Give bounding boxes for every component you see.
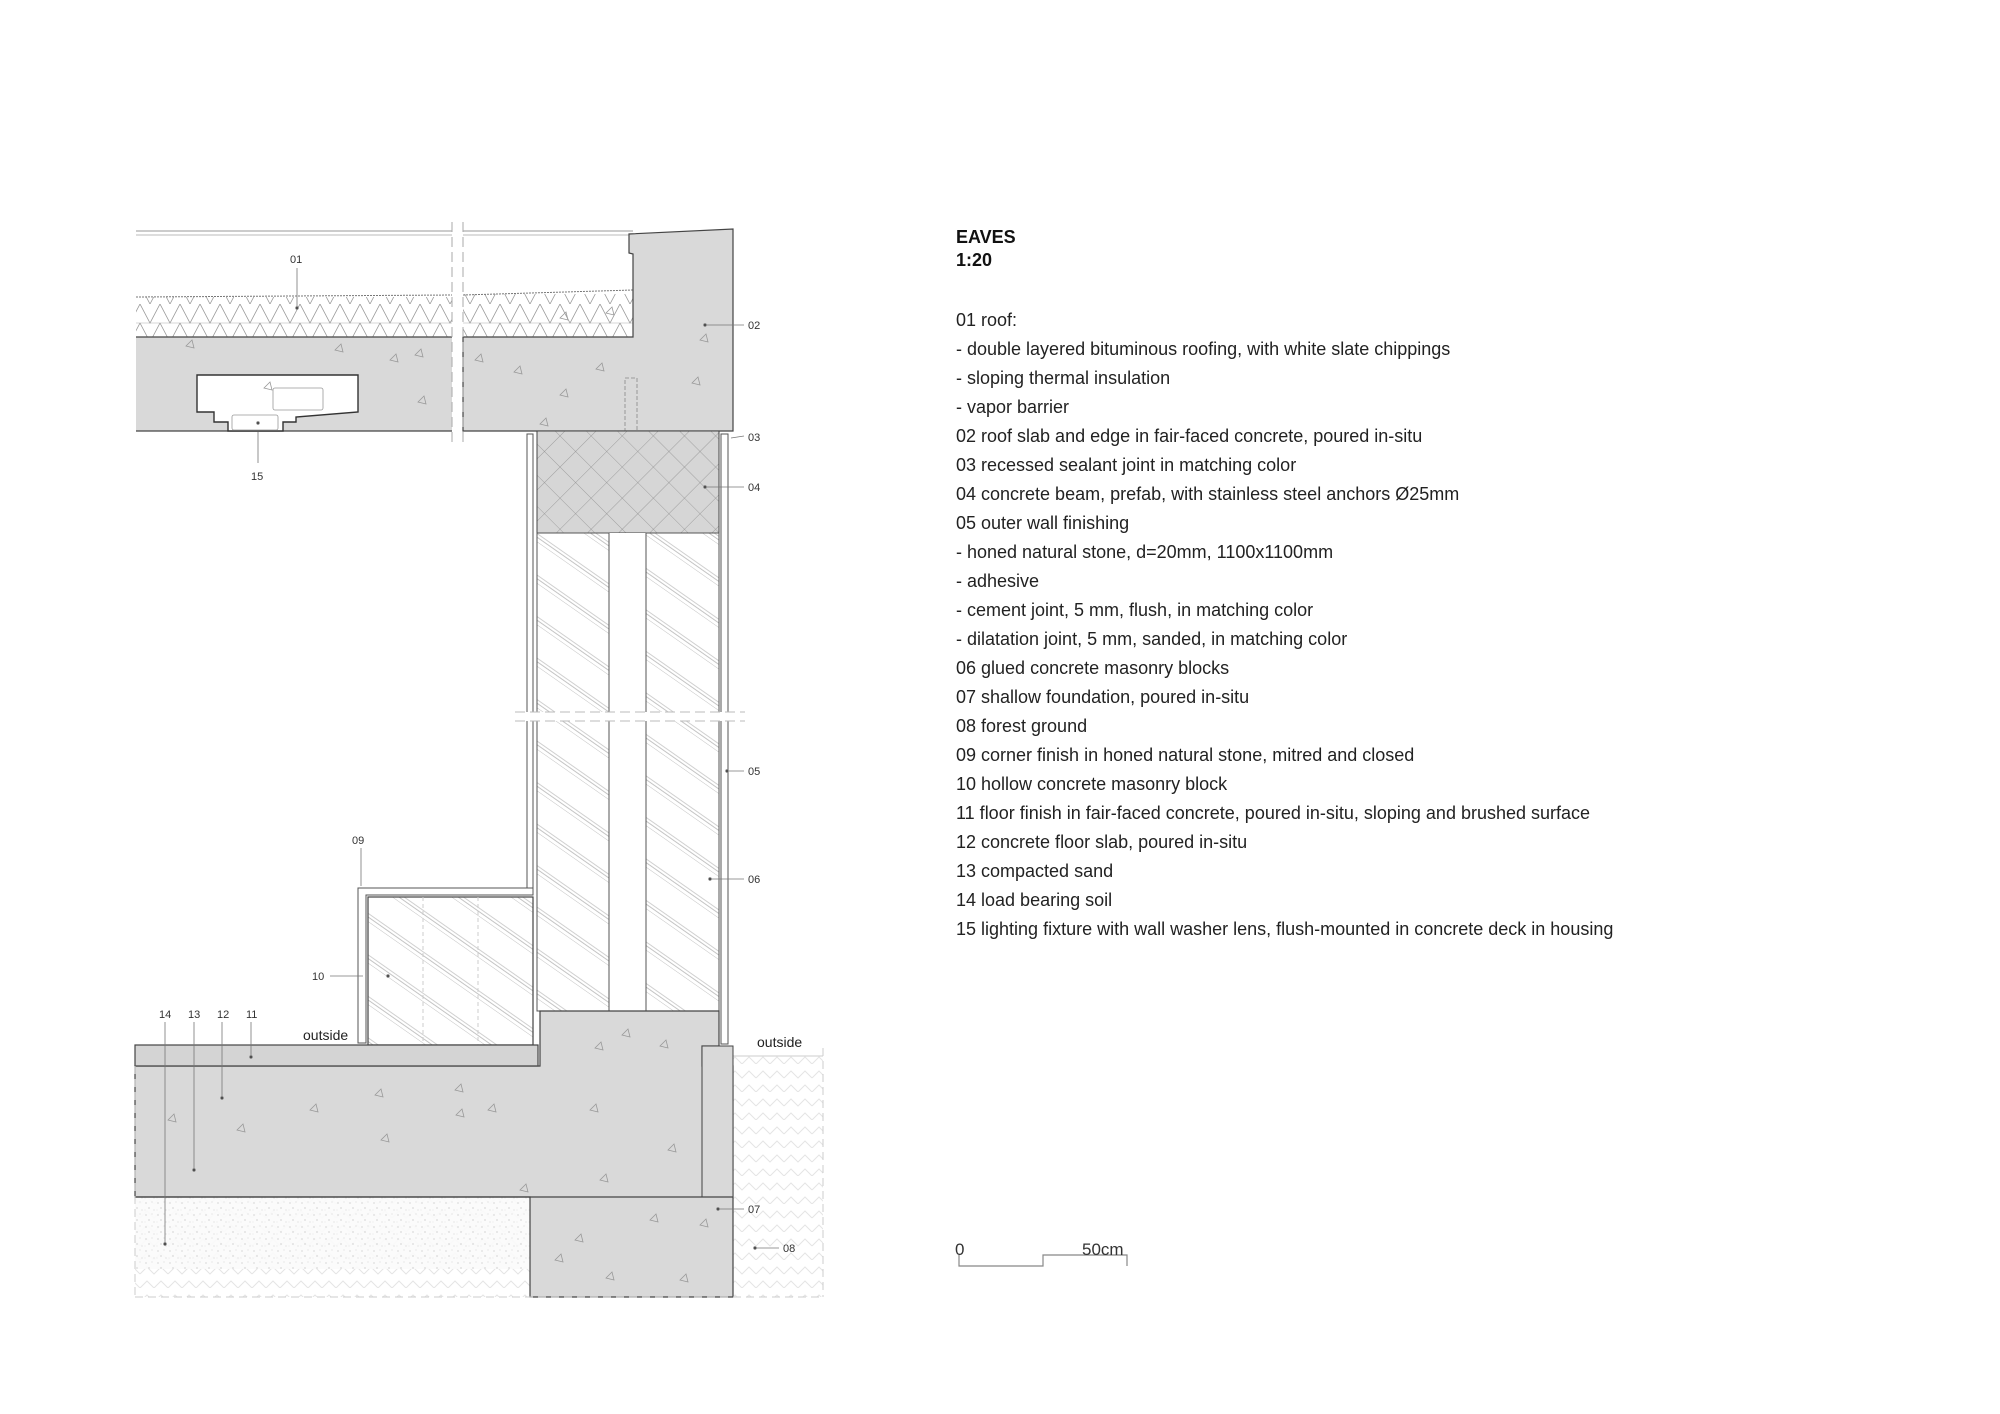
- callout-08: 08: [783, 1243, 796, 1255]
- inner-cladding: [527, 434, 533, 891]
- callout-05: 05: [748, 766, 761, 778]
- legend-item: 02 roof slab and edge in fair-faced concrete, poured in-situ: [956, 426, 1423, 446]
- legend-panel: [956, 226, 1756, 944]
- ground-assembly: [135, 1011, 823, 1297]
- scale-bar-start-label: 0: [955, 1240, 965, 1259]
- legend-item: 06 glued concrete masonry blocks: [956, 658, 1230, 678]
- callout-10: 10: [312, 971, 325, 983]
- legend-item: 11 floor finish in fair-faced concrete, poured in-situ, sloping and brushed surface: [956, 803, 1591, 823]
- scale-bar-end-label: 50cm: [1082, 1240, 1124, 1259]
- legend-item: 07 shallow foundation, poured in-situ: [956, 687, 1250, 707]
- legend-item: - double layered bituminous roofing, with white slate chippings: [956, 339, 1451, 359]
- callout-06: 06: [748, 874, 761, 886]
- legend-item: 12 concrete floor slab, poured in-situ: [956, 832, 1248, 852]
- compacted-sand: [135, 1197, 530, 1269]
- drawing-scale: 1:20: [956, 250, 993, 270]
- legend-item: 04 concrete beam, prefab, with stainless steel anchors Ø25mm: [956, 484, 1460, 504]
- callout-14: 14: [159, 1009, 172, 1021]
- outer-cladding: [721, 434, 728, 1044]
- outside-label-right: outside: [757, 1034, 803, 1050]
- callout-12: 12: [217, 1009, 230, 1021]
- legend-item: 01 roof:: [956, 310, 1018, 330]
- legend-item: 03 recessed sealant joint in matching color: [956, 455, 1297, 475]
- callout-03: 03: [748, 432, 761, 444]
- callout-01: 01: [290, 254, 303, 266]
- masonry-block-outer: [646, 533, 719, 1011]
- bench-block: [358, 888, 533, 1045]
- callout-11: 11: [246, 1009, 258, 1021]
- outer-plinth: [702, 1046, 733, 1197]
- legend-item: - honed natural stone, d=20mm, 1100x1100mm: [956, 542, 1334, 562]
- legend-item: - adhesive: [956, 571, 1040, 591]
- forest-ground: [733, 1056, 823, 1297]
- hollow-masonry-block: [368, 897, 533, 1045]
- legend-item: - dilatation joint, 5 mm, sanded, in matching color: [956, 629, 1348, 649]
- legend-item: 05 outer wall finishing: [956, 513, 1130, 533]
- floor-finish: [135, 1045, 538, 1066]
- legend-item: 09 corner finish in honed natural stone, mitred and closed: [956, 745, 1415, 765]
- concrete-beam: [537, 431, 719, 533]
- legend-item: 13 compacted sand: [956, 861, 1114, 881]
- masonry-block-inner: [537, 533, 609, 1011]
- outside-label-left: outside: [303, 1027, 349, 1043]
- callout-13: 13: [188, 1009, 201, 1021]
- legend-item: 15 lighting fixture with wall washer lens, flush-mounted in concrete deck in housing: [956, 919, 1614, 939]
- callout-07: 07: [748, 1204, 761, 1216]
- roof-insulation: [136, 297, 452, 337]
- legend-item: 14 load bearing soil: [956, 890, 1113, 910]
- legend-item: - cement joint, 5 mm, flush, in matching color: [956, 600, 1314, 620]
- legend-item: - sloping thermal insulation: [956, 368, 1171, 388]
- legend-item: - vapor barrier: [956, 397, 1070, 417]
- drawing-title: EAVES: [956, 227, 1016, 247]
- legend-item: 08 forest ground: [956, 716, 1088, 736]
- callout-09: 09: [352, 835, 365, 847]
- legend-list: [956, 306, 1756, 944]
- wall-assembly: [515, 431, 745, 1044]
- callout-02: 02: [748, 320, 761, 332]
- callout-04: 04: [748, 482, 761, 494]
- callout-15: 15: [251, 471, 264, 483]
- legend-item: 10 hollow concrete masonry block: [956, 774, 1228, 794]
